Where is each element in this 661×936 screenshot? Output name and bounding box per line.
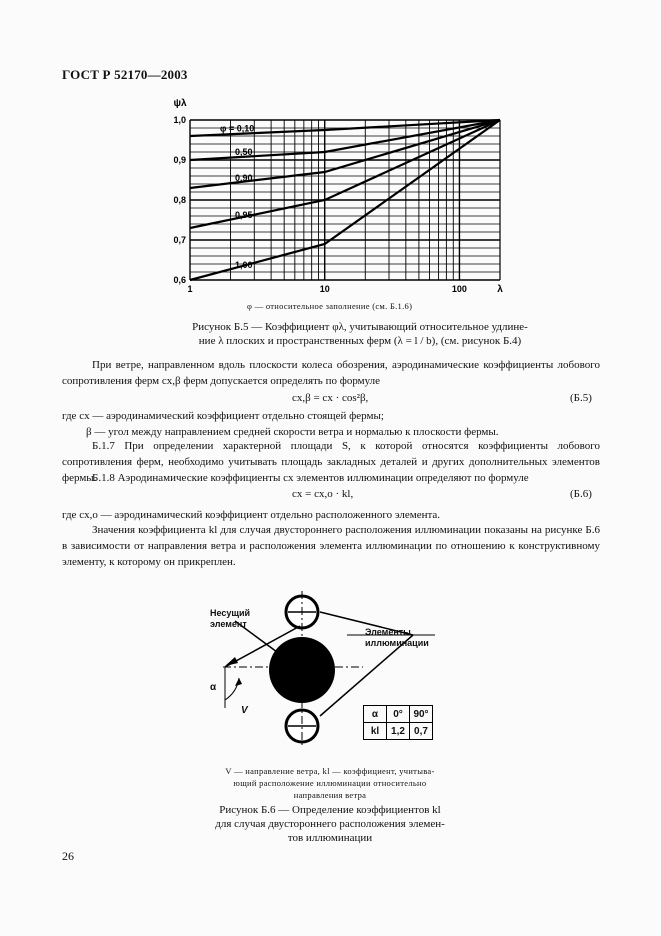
- where-cx: где cx — аэродинамический коэффициент отдельно стоящей фермы;: [62, 410, 384, 422]
- figure-b6-caption-line2: для случая двустороннего расположения элемен-: [215, 818, 445, 830]
- kl-table-cell: α: [364, 706, 387, 723]
- paragraph-b17: Б.1.7 При определении характерной площади S, к которой относятся коэффициенты лобового сопротивления ферм, необходимо учитывать площадь закладных деталей и других дополнительных элементов фермы.: [62, 440, 600, 484]
- series-label: 0,95: [235, 210, 253, 220]
- kl-table-cell: 0,7: [410, 723, 433, 740]
- figure-b5-legend-note: φ — относительное заполнение (см. Б.1.6): [247, 301, 413, 311]
- equation-b6-number: (Б.6): [570, 488, 592, 500]
- page-number: 26: [62, 849, 74, 863]
- figure-b6-note-line1: V — направление ветра, kl — коэффициент, учитыва-: [225, 766, 435, 776]
- x-tick-label: 100: [451, 284, 467, 294]
- x-tick-label: 1: [187, 284, 193, 294]
- x-tick-label: 10: [319, 284, 330, 294]
- paragraph-b18: Б.1.8 Аэродинамические коэффициенты cx элементов иллюминации определяют по формуле: [92, 472, 529, 484]
- figure-b6-caption-line3: тов иллюминации: [287, 832, 373, 844]
- kl-table: [363, 705, 433, 740]
- y-axis-label: ψλ: [173, 98, 187, 109]
- kl-table-cell: kl: [364, 723, 387, 740]
- where-beta: β — угол между направлением средней скорости ветра и нормалью к плоскости фермы.: [86, 426, 499, 438]
- chart-b5: [160, 90, 520, 300]
- label-illumination-line2: иллюминации: [365, 638, 429, 648]
- label-carrier: [210, 608, 250, 630]
- chart-grid: [190, 120, 500, 280]
- y-tick-label: 0,6: [173, 275, 186, 285]
- figure-b5-caption: [160, 320, 560, 348]
- y-tick-label: 0,7: [173, 235, 186, 245]
- label-alpha: α: [210, 682, 217, 693]
- where-cxo: где cx,o — аэродинамический коэффициент отдельно расположенного элемента.: [62, 509, 441, 521]
- equation-b6: cx = cx,o · kl,: [292, 488, 354, 500]
- figure-b6-caption: [180, 803, 480, 845]
- equation-b5-number: (Б.5): [570, 392, 592, 404]
- kl-table-cell: 90°: [410, 706, 433, 723]
- series-label: 0,50: [235, 147, 253, 157]
- equation-b5: cx,β = cx · cos²β,: [292, 392, 369, 404]
- x-axis-label: λ: [497, 284, 503, 295]
- series-label: 0,90: [235, 173, 253, 183]
- alpha-arc: [225, 678, 239, 700]
- figure-b5-caption-line2: ние λ плоских и пространственных ферм (λ = l / b), (см. рисунок Б.4): [198, 335, 522, 347]
- figure-b5-caption-line1: Рисунок Б.5 — Коэффициент φλ, учитывающий относительное удлине-: [192, 321, 528, 333]
- series-label: φ = 0,10: [220, 123, 255, 134]
- figure-b6-caption-line1: Рисунок Б.6 — Определение коэффициентов kl: [219, 804, 441, 816]
- y-tick-label: 0,9: [173, 155, 186, 165]
- carrier-element: [269, 637, 335, 703]
- label-illumination-line1: Элементы: [365, 627, 411, 637]
- y-tick-label: 1,0: [173, 115, 186, 125]
- series-label: 1,00: [235, 260, 253, 270]
- label-illumination: [365, 627, 429, 649]
- label-v: V: [241, 705, 248, 716]
- kl-table-cell: 1,2: [387, 723, 410, 740]
- figure-b6-note-line2: ющий расположение иллюминации относительно: [233, 778, 427, 788]
- kl-table-row-angle: [364, 706, 433, 723]
- figure-b6-note-line3: направления ветра: [293, 790, 367, 800]
- paragraph-wind-along: При ветре, направленном вдоль плоскости колеса обозрения, аэродинамические коэффициенты лобового сопротивления ферм cx,β ферм допускается определять по формуле: [62, 359, 600, 387]
- label-carrier-line2: элемент: [210, 619, 247, 629]
- y-tick-label: 0,8: [173, 195, 186, 205]
- label-carrier-line1: Несущий: [210, 608, 251, 618]
- figure-b6-note: [200, 765, 460, 801]
- standard-header: ГОСТ Р 52170—2003: [62, 67, 188, 82]
- kl-table-row-coefficient: [364, 723, 433, 740]
- paragraph-kl-values: Значения коэффициента kl для случая двустороннего расположения иллюминации показаны на рисунке Б.6 в зависимости от направления ветра и расположения элемента иллюминации по отношению к конструктивному элементу, к которому он прикреплен.: [62, 524, 600, 568]
- kl-table-cell: 0°: [387, 706, 410, 723]
